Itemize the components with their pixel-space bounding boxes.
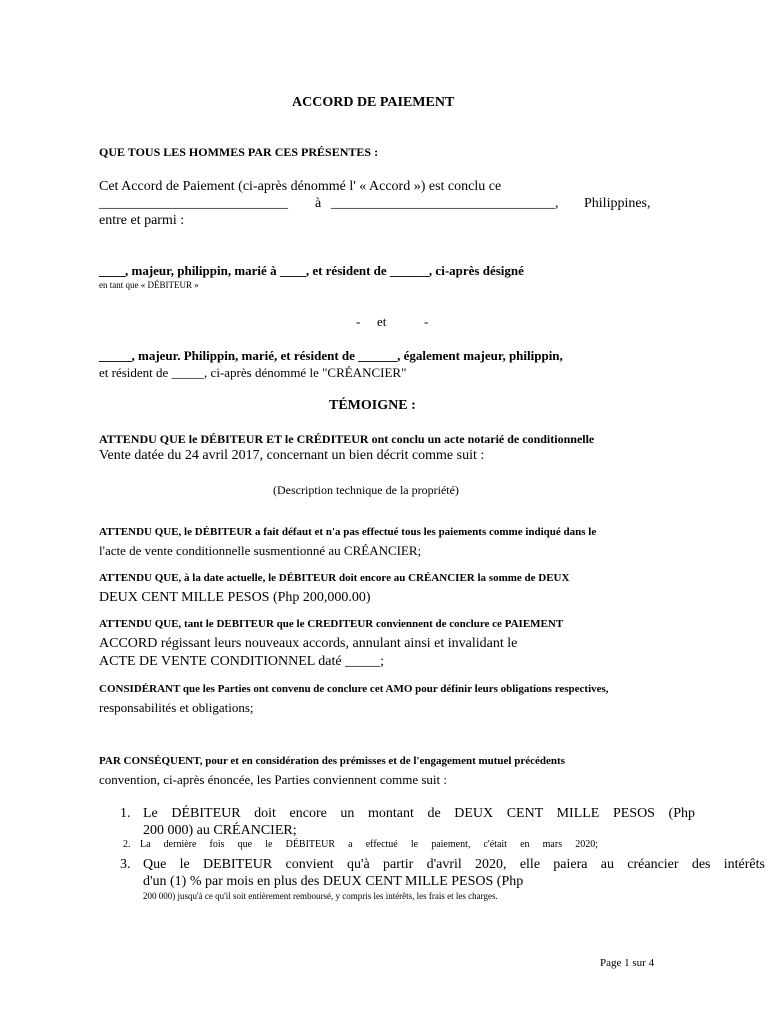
therefore-line2: convention, ci-après énoncée, les Parties conviennent comme suit : xyxy=(99,772,447,787)
whereas4-line2: ACCORD régissant leurs nouveaux accords, annulant ainsi et invalidant le xyxy=(99,636,518,651)
list-item-line: d'un (1) % par mois en plus des DEUX CENT MILLE PESOS (Php xyxy=(143,874,524,889)
separator-dash-left: - xyxy=(356,314,361,329)
whereas1-line1: ATTENDU QUE le DÉBITEUR ET le CRÉDITEUR ont conclu un acte notarié de conditionnelle xyxy=(99,432,595,446)
creditor-line2: et résident de _____, ci-après dénommé le "CRÉANCIER" xyxy=(99,365,407,380)
witness-heading: TÉMOIGNE : xyxy=(329,398,416,413)
list-item-line: 200 000) au CRÉANCIER; xyxy=(143,823,297,838)
whereas3-line1: ATTENDU QUE, à la date actuelle, le DÉBITEUR doit encore au CRÉANCIER la somme de DEUX xyxy=(99,572,570,584)
whereas3-line2: DEUX CENT MILLE PESOS (Php 200,000.00) xyxy=(99,590,371,605)
document-title: ACCORD DE PAIEMENT xyxy=(292,95,455,110)
considering-line1: CONSIDÉRANT que les Parties ont convenu de conclure cet AMO pour définir leurs obligations respectives, xyxy=(99,683,609,695)
list-item-line: Que le DEBITEUR convient qu'à partir d'avril 2020, elle paiera au créancier des intérêts xyxy=(143,857,765,872)
para1-blank-place: ________________________________, xyxy=(331,196,559,211)
para1-line1: Cet Accord de Paiement (ci-après dénommé l' « Accord ») est conclu ce xyxy=(99,179,502,194)
list-item-line: 200 000) jusqu'à ce qu'il soit entièrement remboursé, y compris les intérêts, les frais et les charges. xyxy=(143,891,498,901)
list-item-line: Le DÉBITEUR doit encore un montant de DEUX CENT MILLE PESOS (Php xyxy=(143,806,695,821)
intro-heading: QUE TOUS LES HOMMES PAR CES PRÉSENTES : xyxy=(99,145,379,159)
whereas2-line1: ATTENDU QUE, le DÉBITEUR a fait défaut et n'a pas effectué tous les paiements comme indiqué dans le xyxy=(99,526,597,538)
para1-a: à xyxy=(315,196,322,211)
para1-philippines: Philippines, xyxy=(584,196,651,211)
whereas4-line3: ACTE DE VENTE CONDITIONNEL daté _____; xyxy=(99,654,385,669)
therefore-line1: PAR CONSÉQUENT, pour et en considération des prémisses et de l'engagement mutuel précédents xyxy=(99,755,565,767)
page-number: Page 1 sur 4 xyxy=(600,957,655,969)
property-description: (Description technique de la propriété) xyxy=(273,483,459,497)
whereas4-line1: ATTENDU QUE, tant le DEBITEUR que le CREDITEUR conviennent de conclure ce PAIEMENT xyxy=(99,618,564,630)
list-item-line: La dernière fois que le DÉBITEUR a effectué le paiement, c'était en mars 2020; xyxy=(140,839,598,850)
list-item-number: 2. xyxy=(123,839,131,850)
whereas1-line2: Vente datée du 24 avril 2017, concernant un bien décrit comme suit : xyxy=(99,448,485,463)
considering-line2: responsabilités et obligations; xyxy=(99,700,254,715)
para1-line3: entre et parmi : xyxy=(99,213,185,228)
para1-blank-date: ___________________________ xyxy=(99,196,288,211)
creditor-line1: _____, majeur. Philippin, marié, et résident de ______, également majeur, philippin, xyxy=(99,348,563,363)
debtor-line1: ____, majeur, philippin, marié à ____, et résident de ______, ci-après désigné xyxy=(99,263,524,278)
separator-dash-right: - xyxy=(424,314,429,329)
list-item-number: 3. xyxy=(120,857,131,872)
whereas2-line2: l'acte de vente conditionnelle susmentionné au CRÉANCIER; xyxy=(99,543,422,558)
separator-et: et xyxy=(377,314,387,329)
debtor-line2: en tant que « DÉBITEUR » xyxy=(99,280,199,290)
list-item-number: 1. xyxy=(120,806,131,821)
